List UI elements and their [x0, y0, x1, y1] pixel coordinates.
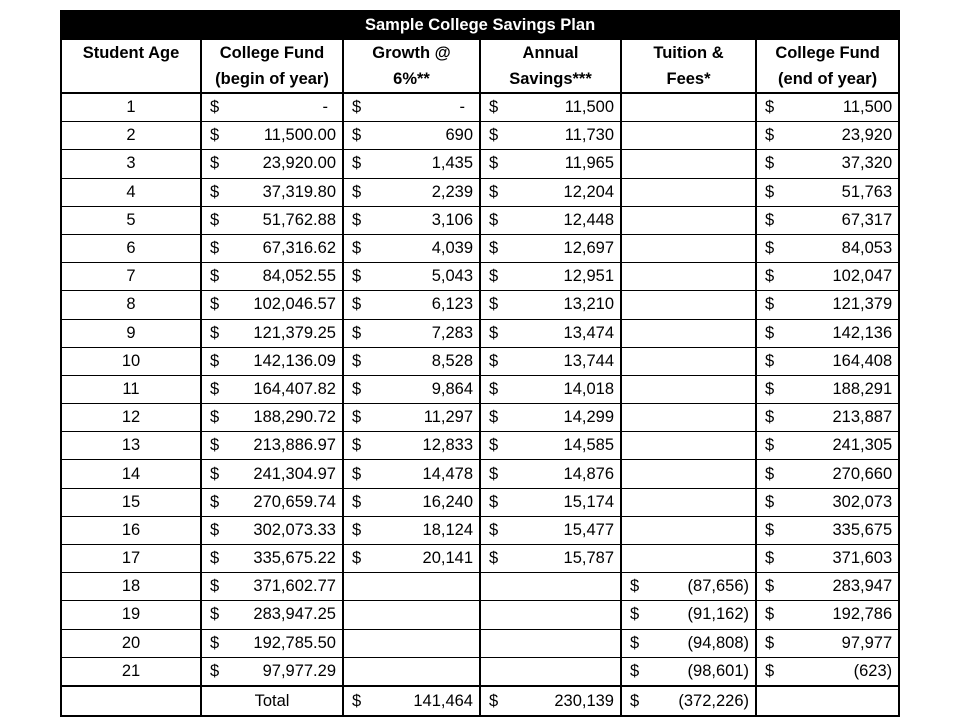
- cell-student-age: 17: [61, 545, 201, 573]
- cell-fund-end: 102,047: [778, 263, 899, 291]
- cell-tuition-symbol: [621, 150, 643, 178]
- table-row: [61, 291, 899, 319]
- cell-fund-end: 213,887: [778, 404, 899, 432]
- header-student-age-sub: [61, 66, 201, 93]
- cell-student-age: 18: [61, 573, 201, 601]
- table-row: [61, 178, 899, 206]
- header-fund-end-sub: (end of year): [756, 66, 899, 93]
- cell-growth: 12,833: [365, 432, 480, 460]
- cell-savings: [502, 629, 621, 657]
- cell-fund-end: (623): [778, 657, 899, 686]
- cell-student-age: 13: [61, 432, 201, 460]
- cell-fund-end: 241,305: [778, 432, 899, 460]
- cell-growth: 14,478: [365, 460, 480, 488]
- cell-savings: 14,876: [502, 460, 621, 488]
- cell-growth-symbol: $: [343, 488, 365, 516]
- header-growth-sub: 6%**: [343, 66, 480, 93]
- cell-fund-begin-symbol: $: [201, 291, 223, 319]
- totals-tuition-symbol: $: [621, 686, 643, 716]
- cell-fund-begin-symbol: $: [201, 319, 223, 347]
- cell-fund-begin: -: [223, 93, 343, 122]
- cell-growth: 11,297: [365, 404, 480, 432]
- cell-fund-end-symbol: $: [756, 432, 778, 460]
- cell-savings: 12,951: [502, 263, 621, 291]
- cell-tuition: [643, 178, 756, 206]
- cell-fund-end: 84,053: [778, 234, 899, 262]
- cell-fund-begin: 11,500.00: [223, 122, 343, 150]
- cell-savings: 13,210: [502, 291, 621, 319]
- cell-growth: [365, 657, 480, 686]
- table-row: [61, 545, 899, 573]
- cell-student-age: 21: [61, 657, 201, 686]
- cell-growth-symbol: [343, 573, 365, 601]
- cell-fund-begin-symbol: $: [201, 178, 223, 206]
- savings-plan-table: [60, 10, 900, 717]
- cell-savings-symbol: [480, 657, 502, 686]
- cell-savings-symbol: $: [480, 150, 502, 178]
- cell-savings-symbol: [480, 601, 502, 629]
- cell-student-age: 20: [61, 629, 201, 657]
- cell-fund-end: 67,317: [778, 206, 899, 234]
- table-row: [61, 206, 899, 234]
- table-row: [61, 432, 899, 460]
- table-row: [61, 375, 899, 403]
- cell-tuition-symbol: [621, 93, 643, 122]
- cell-tuition-symbol: [621, 375, 643, 403]
- cell-fund-begin: 371,602.77: [223, 573, 343, 601]
- cell-fund-end: 188,291: [778, 375, 899, 403]
- cell-fund-end-symbol: $: [756, 488, 778, 516]
- cell-fund-end-symbol: $: [756, 404, 778, 432]
- cell-student-age: 12: [61, 404, 201, 432]
- cell-tuition-symbol: [621, 291, 643, 319]
- cell-fund-end-symbol: $: [756, 573, 778, 601]
- cell-fund-begin: 121,379.25: [223, 319, 343, 347]
- totals-growth-symbol: $: [343, 686, 365, 716]
- cell-growth: 4,039: [365, 234, 480, 262]
- cell-fund-begin: 192,785.50: [223, 629, 343, 657]
- cell-tuition: [643, 291, 756, 319]
- cell-fund-begin-symbol: $: [201, 657, 223, 686]
- cell-savings-symbol: [480, 573, 502, 601]
- cell-savings: 15,174: [502, 488, 621, 516]
- cell-savings-symbol: $: [480, 432, 502, 460]
- cell-tuition: (91,162): [643, 601, 756, 629]
- cell-fund-end: 121,379: [778, 291, 899, 319]
- cell-student-age: 15: [61, 488, 201, 516]
- totals-row: [61, 686, 899, 716]
- cell-growth-symbol: $: [343, 263, 365, 291]
- cell-savings-symbol: $: [480, 375, 502, 403]
- cell-fund-begin: 164,407.82: [223, 375, 343, 403]
- cell-fund-begin: 142,136.09: [223, 347, 343, 375]
- table-row: [61, 122, 899, 150]
- cell-fund-begin: 283,947.25: [223, 601, 343, 629]
- cell-fund-begin: 213,886.97: [223, 432, 343, 460]
- cell-fund-begin-symbol: $: [201, 206, 223, 234]
- cell-savings-symbol: $: [480, 178, 502, 206]
- cell-fund-begin: 51,762.88: [223, 206, 343, 234]
- cell-fund-begin: 335,675.22: [223, 545, 343, 573]
- cell-growth-symbol: $: [343, 545, 365, 573]
- cell-tuition-symbol: [621, 432, 643, 460]
- cell-tuition: [643, 234, 756, 262]
- cell-tuition: [643, 150, 756, 178]
- cell-growth: 6,123: [365, 291, 480, 319]
- cell-growth-symbol: $: [343, 404, 365, 432]
- cell-growth: 2,239: [365, 178, 480, 206]
- totals-fund-end-blank: [756, 686, 899, 716]
- cell-fund-end-symbol: $: [756, 150, 778, 178]
- table-row: [61, 347, 899, 375]
- cell-tuition-symbol: [621, 347, 643, 375]
- table-row: [61, 234, 899, 262]
- cell-tuition-symbol: [621, 545, 643, 573]
- cell-student-age: 3: [61, 150, 201, 178]
- cell-fund-end: 97,977: [778, 629, 899, 657]
- cell-growth: [365, 573, 480, 601]
- cell-tuition: [643, 488, 756, 516]
- cell-savings: 11,730: [502, 122, 621, 150]
- cell-growth: 16,240: [365, 488, 480, 516]
- cell-growth-symbol: $: [343, 460, 365, 488]
- cell-fund-end-symbol: $: [756, 347, 778, 375]
- cell-student-age: 6: [61, 234, 201, 262]
- cell-fund-begin-symbol: $: [201, 601, 223, 629]
- cell-tuition-symbol: [621, 460, 643, 488]
- cell-growth-symbol: [343, 657, 365, 686]
- cell-student-age: 4: [61, 178, 201, 206]
- cell-fund-end-symbol: $: [756, 206, 778, 234]
- cell-savings-symbol: $: [480, 291, 502, 319]
- table-row: [61, 573, 899, 601]
- totals-tuition: (372,226): [643, 686, 756, 716]
- cell-growth: 5,043: [365, 263, 480, 291]
- cell-tuition: (98,601): [643, 657, 756, 686]
- cell-growth-symbol: $: [343, 375, 365, 403]
- cell-growth-symbol: $: [343, 150, 365, 178]
- cell-fund-begin-symbol: $: [201, 545, 223, 573]
- table-row: [61, 460, 899, 488]
- cell-fund-begin-symbol: $: [201, 488, 223, 516]
- cell-growth-symbol: $: [343, 122, 365, 150]
- cell-fund-end-symbol: $: [756, 657, 778, 686]
- cell-growth: 20,141: [365, 545, 480, 573]
- cell-tuition-symbol: [621, 263, 643, 291]
- cell-fund-begin-symbol: $: [201, 122, 223, 150]
- cell-tuition: [643, 122, 756, 150]
- cell-savings-symbol: $: [480, 122, 502, 150]
- cell-student-age: 16: [61, 516, 201, 544]
- cell-savings: 15,477: [502, 516, 621, 544]
- cell-tuition-symbol: $: [621, 601, 643, 629]
- cell-fund-end-symbol: $: [756, 601, 778, 629]
- cell-fund-begin-symbol: $: [201, 432, 223, 460]
- table-row: [61, 263, 899, 291]
- cell-tuition-symbol: [621, 206, 643, 234]
- cell-tuition-symbol: [621, 319, 643, 347]
- cell-tuition: [643, 319, 756, 347]
- cell-student-age: 8: [61, 291, 201, 319]
- cell-fund-end: 37,320: [778, 150, 899, 178]
- cell-savings: 12,448: [502, 206, 621, 234]
- totals-savings-symbol: $: [480, 686, 502, 716]
- header-growth: Growth @: [343, 39, 480, 66]
- cell-fund-end-symbol: $: [756, 122, 778, 150]
- cell-savings: 14,299: [502, 404, 621, 432]
- header-tuition-sub: Fees*: [621, 66, 756, 93]
- table-row: [61, 657, 899, 686]
- cell-student-age: 2: [61, 122, 201, 150]
- cell-fund-begin: 23,920.00: [223, 150, 343, 178]
- header-student-age: Student Age: [61, 39, 201, 66]
- cell-fund-end: 142,136: [778, 319, 899, 347]
- cell-fund-end: 192,786: [778, 601, 899, 629]
- cell-tuition: [643, 545, 756, 573]
- cell-savings-symbol: $: [480, 93, 502, 122]
- table-title: Sample College Savings Plan: [61, 11, 899, 39]
- cell-fund-end: 335,675: [778, 516, 899, 544]
- cell-fund-begin-symbol: $: [201, 516, 223, 544]
- cell-fund-begin-symbol: $: [201, 263, 223, 291]
- cell-growth-symbol: [343, 601, 365, 629]
- cell-fund-end: 302,073: [778, 488, 899, 516]
- table-row: [61, 93, 899, 122]
- cell-savings: [502, 573, 621, 601]
- cell-growth: 1,435: [365, 150, 480, 178]
- cell-tuition-symbol: [621, 122, 643, 150]
- cell-tuition: [643, 93, 756, 122]
- cell-savings-symbol: $: [480, 460, 502, 488]
- cell-growth-symbol: $: [343, 291, 365, 319]
- cell-savings: 12,697: [502, 234, 621, 262]
- table-row: [61, 404, 899, 432]
- cell-fund-end: 23,920: [778, 122, 899, 150]
- cell-tuition: [643, 432, 756, 460]
- cell-fund-end-symbol: $: [756, 460, 778, 488]
- cell-savings: 13,474: [502, 319, 621, 347]
- cell-tuition-symbol: $: [621, 657, 643, 686]
- cell-fund-begin: 270,659.74: [223, 488, 343, 516]
- cell-tuition-symbol: [621, 488, 643, 516]
- cell-fund-begin-symbol: $: [201, 375, 223, 403]
- cell-fund-begin-symbol: $: [201, 629, 223, 657]
- cell-fund-begin-symbol: $: [201, 573, 223, 601]
- cell-tuition: [643, 347, 756, 375]
- totals-growth: 141,464: [365, 686, 480, 716]
- cell-savings-symbol: $: [480, 516, 502, 544]
- cell-growth: 7,283: [365, 319, 480, 347]
- cell-student-age: 19: [61, 601, 201, 629]
- cell-fund-end-symbol: $: [756, 319, 778, 347]
- cell-growth-symbol: $: [343, 93, 365, 122]
- cell-fund-begin: 188,290.72: [223, 404, 343, 432]
- cell-fund-end: 270,660: [778, 460, 899, 488]
- cell-fund-begin-symbol: $: [201, 347, 223, 375]
- totals-label: Total: [201, 686, 343, 716]
- cell-fund-begin-symbol: $: [201, 460, 223, 488]
- cell-fund-end-symbol: $: [756, 234, 778, 262]
- cell-fund-begin-symbol: $: [201, 150, 223, 178]
- cell-student-age: 14: [61, 460, 201, 488]
- cell-tuition-symbol: $: [621, 573, 643, 601]
- cell-fund-begin-symbol: $: [201, 93, 223, 122]
- cell-savings: 12,204: [502, 178, 621, 206]
- cell-fund-end: 283,947: [778, 573, 899, 601]
- cell-growth: 9,864: [365, 375, 480, 403]
- header-fund-begin: College Fund: [201, 39, 343, 66]
- totals-blank: [61, 686, 201, 716]
- cell-savings: 15,787: [502, 545, 621, 573]
- cell-fund-end-symbol: $: [756, 375, 778, 403]
- totals-savings: 230,139: [502, 686, 621, 716]
- table-row: [61, 150, 899, 178]
- cell-fund-begin: 67,316.62: [223, 234, 343, 262]
- cell-savings-symbol: $: [480, 319, 502, 347]
- cell-savings: 11,965: [502, 150, 621, 178]
- cell-fund-end: 371,603: [778, 545, 899, 573]
- cell-savings: [502, 657, 621, 686]
- header-row-1: [61, 39, 899, 66]
- cell-growth: 690: [365, 122, 480, 150]
- cell-fund-begin: 302,073.33: [223, 516, 343, 544]
- cell-growth: [365, 601, 480, 629]
- cell-savings: [502, 601, 621, 629]
- cell-growth-symbol: $: [343, 432, 365, 460]
- cell-student-age: 7: [61, 263, 201, 291]
- cell-fund-begin: 97,977.29: [223, 657, 343, 686]
- header-tuition: Tuition &: [621, 39, 756, 66]
- table-row: [61, 319, 899, 347]
- cell-growth: 18,124: [365, 516, 480, 544]
- cell-savings: 11,500: [502, 93, 621, 122]
- table-body: [61, 93, 899, 686]
- header-savings-sub: Savings***: [480, 66, 621, 93]
- cell-student-age: 5: [61, 206, 201, 234]
- header-savings: Annual: [480, 39, 621, 66]
- cell-fund-end-symbol: $: [756, 629, 778, 657]
- cell-growth-symbol: $: [343, 516, 365, 544]
- cell-fund-begin: 102,046.57: [223, 291, 343, 319]
- cell-growth-symbol: $: [343, 347, 365, 375]
- cell-tuition-symbol: [621, 178, 643, 206]
- cell-savings-symbol: $: [480, 263, 502, 291]
- table-row: [61, 601, 899, 629]
- cell-fund-begin-symbol: $: [201, 404, 223, 432]
- cell-student-age: 9: [61, 319, 201, 347]
- cell-savings-symbol: $: [480, 545, 502, 573]
- cell-tuition: [643, 516, 756, 544]
- cell-fund-end-symbol: $: [756, 516, 778, 544]
- cell-tuition-symbol: [621, 516, 643, 544]
- cell-fund-end: 164,408: [778, 347, 899, 375]
- cell-student-age: 11: [61, 375, 201, 403]
- cell-tuition: [643, 375, 756, 403]
- cell-fund-end-symbol: $: [756, 291, 778, 319]
- header-row-2: [61, 66, 899, 93]
- cell-growth-symbol: $: [343, 178, 365, 206]
- header-fund-end: College Fund: [756, 39, 899, 66]
- table-row: [61, 629, 899, 657]
- cell-fund-end-symbol: $: [756, 545, 778, 573]
- cell-fund-end: 51,763: [778, 178, 899, 206]
- cell-tuition: [643, 263, 756, 291]
- cell-fund-end-symbol: $: [756, 178, 778, 206]
- cell-growth-symbol: $: [343, 319, 365, 347]
- table-row: [61, 488, 899, 516]
- cell-growth: -: [365, 93, 480, 122]
- cell-growth: 3,106: [365, 206, 480, 234]
- cell-fund-end: 11,500: [778, 93, 899, 122]
- cell-savings-symbol: $: [480, 347, 502, 375]
- cell-savings-symbol: $: [480, 488, 502, 516]
- cell-growth-symbol: $: [343, 234, 365, 262]
- cell-tuition-symbol: [621, 234, 643, 262]
- table-row: [61, 516, 899, 544]
- cell-savings: 14,585: [502, 432, 621, 460]
- cell-fund-end-symbol: $: [756, 263, 778, 291]
- savings-plan-sheet: [60, 10, 898, 717]
- cell-fund-begin-symbol: $: [201, 234, 223, 262]
- cell-fund-begin: 37,319.80: [223, 178, 343, 206]
- cell-savings-symbol: $: [480, 234, 502, 262]
- cell-fund-begin: 84,052.55: [223, 263, 343, 291]
- cell-growth-symbol: [343, 629, 365, 657]
- cell-savings-symbol: $: [480, 404, 502, 432]
- cell-savings: 13,744: [502, 347, 621, 375]
- header-fund-begin-sub: (begin of year): [201, 66, 343, 93]
- cell-tuition: [643, 206, 756, 234]
- cell-tuition-symbol: $: [621, 629, 643, 657]
- cell-growth-symbol: $: [343, 206, 365, 234]
- cell-student-age: 1: [61, 93, 201, 122]
- cell-savings-symbol: $: [480, 206, 502, 234]
- cell-savings-symbol: [480, 629, 502, 657]
- cell-growth: 8,528: [365, 347, 480, 375]
- cell-tuition-symbol: [621, 404, 643, 432]
- cell-tuition: [643, 404, 756, 432]
- cell-fund-begin: 241,304.97: [223, 460, 343, 488]
- cell-fund-end-symbol: $: [756, 93, 778, 122]
- cell-growth: [365, 629, 480, 657]
- cell-tuition: [643, 460, 756, 488]
- cell-tuition: (94,808): [643, 629, 756, 657]
- cell-savings: 14,018: [502, 375, 621, 403]
- cell-student-age: 10: [61, 347, 201, 375]
- cell-tuition: (87,656): [643, 573, 756, 601]
